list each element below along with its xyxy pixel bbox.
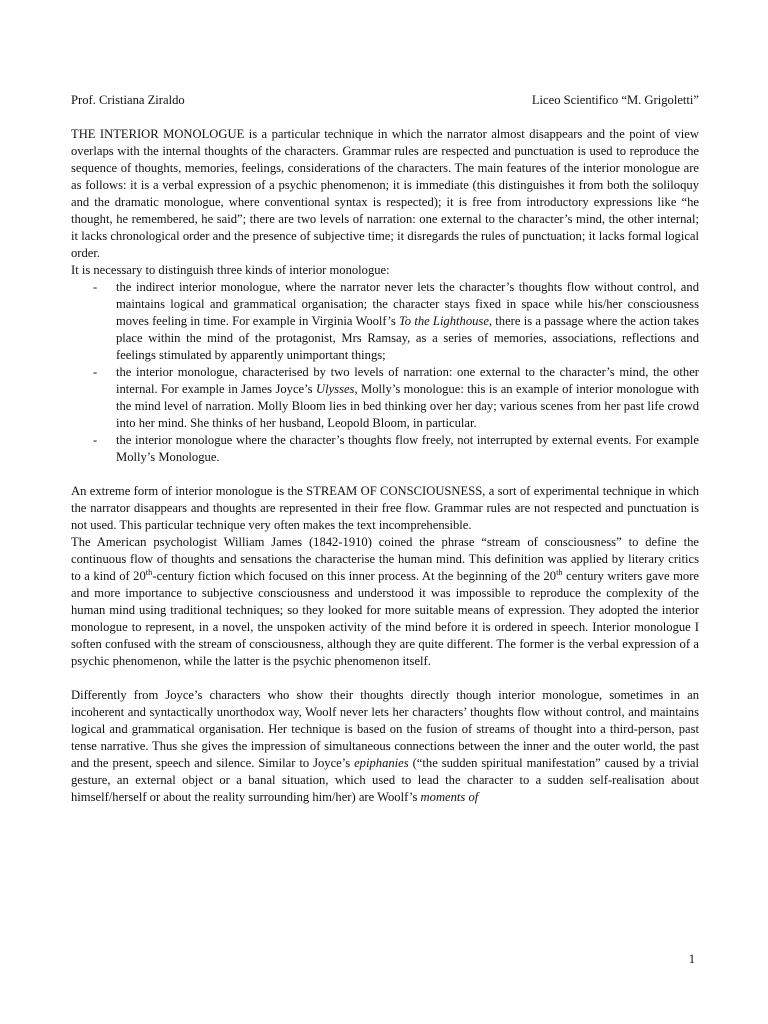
list-item: - the indirect interior monologue, where the narrator never lets the character’s thoughts flow without control, and maintains logical and grammatical organisation; the character stays fixed in space while his/her consciousness moves feeling in time. For example in Virginia Woolf’s To the Lighthouse, there is a passage where the action takes place within the mind of the protagonist, Mrs Ramsay, as a series of memories, associations, reflections and feelings stimulated by apparently unimportant things; [93, 280, 699, 362]
book-title: Ulysses [315, 382, 355, 396]
book-title: To the Lighthouse [398, 314, 489, 328]
ordinal-suffix: th [556, 567, 563, 577]
header [71, 92, 699, 109]
italic-term: epiphanies [354, 756, 409, 770]
page-number: 1 [688, 952, 695, 966]
list-dash: - [93, 433, 98, 447]
list-dash: - [93, 280, 98, 294]
list-item: - the interior monologue where the character’s thoughts flow freely, not interrupted by external events. For example Molly’s Monologue. [93, 433, 699, 464]
paragraph-joyce-woolf: Differently from Joyce’s characters who show their thoughts directly though interior monologue, sometimes in an incoherent and syntactically unorthodox way, Woolf never lets her characters’ thoughts flow without control, and maintains logical and grammatical organisation. Her technique is based on the fusion of streams of thought into a third-person, past tense narrative. Thus she gives the impression of simultaneous connections between the inner and the outer world, the past and the present, speech and silence. Similar to Joyce’s epiphanies (“the sudden spiritual manifestation” caused by a trivial gesture, an external object or a banal situation, which used to lead the character to a sudden self-realisation about himself/herself or about the reality surrounding him/her) are Woolf’s moments of [71, 688, 700, 804]
monologue-kinds-list [71, 279, 699, 466]
ordinal-suffix: th [145, 567, 153, 577]
italic-term: moments of [420, 790, 479, 804]
paragraph-stream-of-consciousness: An extreme form of interior monologue is the STREAM OF CONSCIOUSNESS, a sort of experimental technique in which the narrator disappears and thoughts are represented in their free flow. Grammar rules are not respected and punctuation is not used. This particular technique very often makes the text incomprehensible. [71, 484, 699, 532]
school-name: Liceo Scientifico “M. Grigoletti” [531, 93, 699, 107]
document-page [71, 92, 699, 806]
list-item: - the interior monologue, characterised by two levels of narration: one external to the character’s mind, the other internal. For example in James Joyce’s Ulysses, Molly’s monologue: this is an example of interior monologue with the mind level of narration. Molly Bloom lies in bed thinking over her day; various scenes from her past life crowd into her mind. She thinks of her husband, Leopold Bloom, in particular. [93, 365, 699, 430]
paragraph-interior-monologue: THE INTERIOR MONOLOGUE is a particular technique in which the narrator almost disappears and the point of view overlaps with the internal thoughts of the characters. Grammar rules are respected and punctuation is used to reproduce the sequence of thoughts, memories, feelings, considerations of the characters. The main features of the interior monologue are as follows: it is a verbal expression of a psychic phenomenon; it is immediate (this distinguishes it from both the soliloquy and the dramatic monologue, where conventional syntax is respected); it is free from introductory expressions like “he thought, he remembered, he said”; there are two levels of narration: one external to the character’s mind, the other internal; it lacks chronological order and the presence of subjective time; it disregards the rules of punctuation; it lacks formal logical order. [71, 127, 699, 260]
paragraph-william-james: The American psychologist William James (1842-1910) coined the phrase “stream of consciousness” to define the continuous flow of thoughts and sensations the characterise the human mind. This definition was applied by literary critics to a kind of 20th-century fiction which focused on this inner process. At the beginning of the 20th century writers gave more and more importance to subjective consciousness and understood it was impossible to reproduce the complexity of the human mind using traditional techniques; so they looked for more suitable means of expression. They adopted the interior monologue to represent, in a novel, the unspoken activity of the mind before it is ordered in speech. Interior monologue I soften confused with the stream of consciousness, although they are quite different. The former is the verbal expression of a psychic phenomenon, while the latter is the psychic phenomenon itself. [71, 535, 699, 668]
author-name: Prof. Cristiana Ziraldo [71, 93, 185, 107]
list-dash: - [93, 365, 98, 379]
paragraph-three-kinds: It is necessary to distinguish three kinds of interior monologue: [71, 263, 390, 277]
